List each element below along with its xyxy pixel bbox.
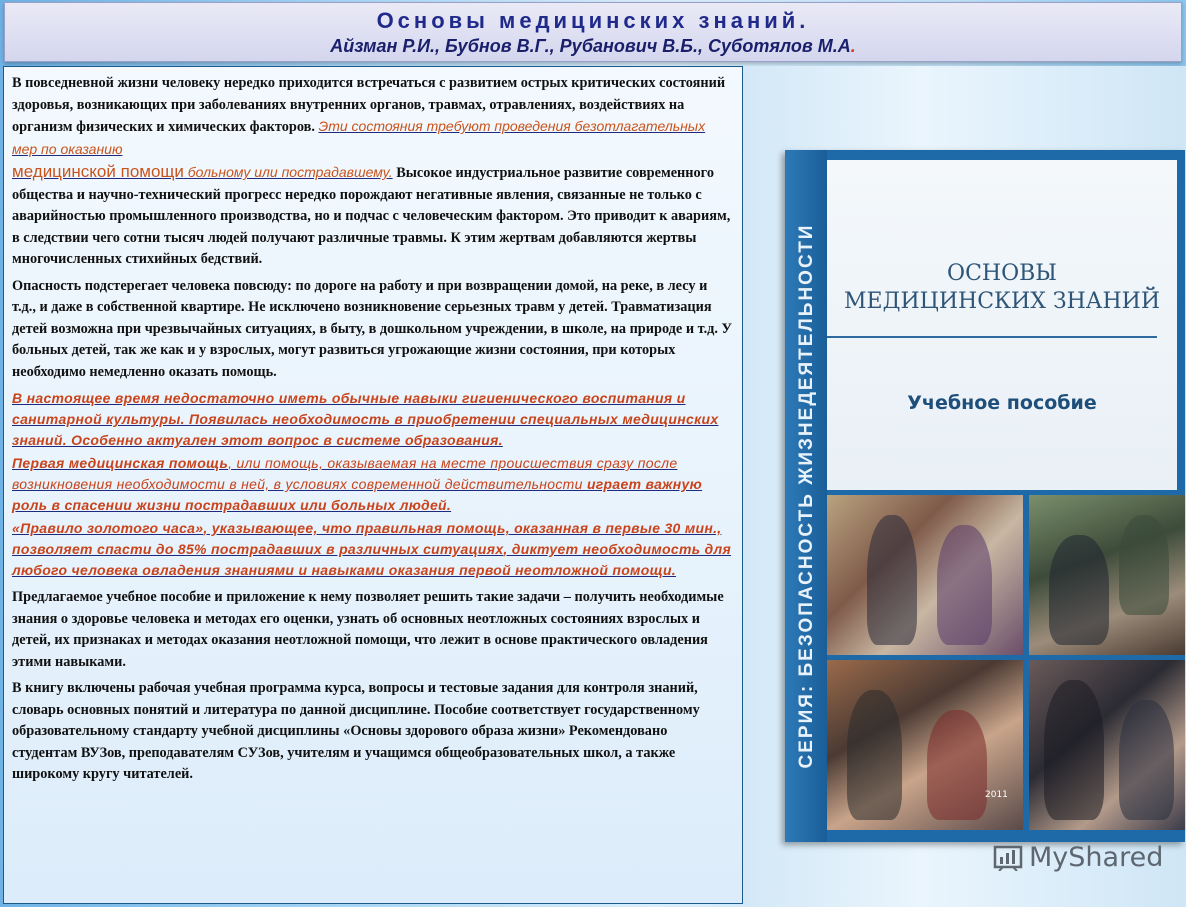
book-cover-area	[743, 66, 1186, 907]
cover-photo-training	[827, 660, 1023, 830]
highlight-medical-help: медицинской помощи	[12, 162, 184, 181]
paragraph-3-highlight	[12, 388, 734, 451]
paragraph-3-text: В настоящее время недостаточно иметь обычные навыки гигиенического воспитания и санитарной культуры. Появилась необходимость в приобретении специальных медицинских знаний. Особенно актуален этот вопрос в системе образования.	[12, 390, 719, 448]
series-label: СЕРИЯ: БЕЗОПАСНОСТЬ ЖИЗНЕДЕЯТЕЛЬНОСТИ	[796, 223, 817, 769]
authors-text: Айзман Р.И., Бубнов В.Г., Рубанович В.Б., Суботялов М.А	[330, 36, 851, 56]
cover-photo-cpr	[1029, 495, 1185, 655]
book-title-area	[827, 160, 1177, 490]
text-panel	[3, 66, 743, 904]
slide-header	[4, 2, 1182, 62]
cover-year: 2011	[985, 790, 1008, 800]
paragraph-1-intro: В повседневной жизни человеку нередко приходится встречаться с развитием острых критических состояний здоровья, возникающих при заболеваниях внутренних органов, травмах, отравлениях, воздействиях на организм физических и химических факторов.	[12, 75, 726, 135]
paragraph-7: В книгу включены рабочая учебная программа курса, вопросы и тестовые задания для контроля знаний, словарь основных понятий и литература по данной дисциплине. Пособие соответствует государственному образовательному стандарту учебной дисциплины «Основы здорового образа жизни» Рекомендовано студентам ВУЗов, преподавателям СУЗов, учителям и учащимся общеобразовательных школ, а также широкому кругу читателей.	[12, 680, 700, 782]
paragraph-4-c: играет важную роль в спасении жизни пострадавших или больных людей.	[12, 476, 703, 513]
book-cover-image	[785, 150, 1185, 842]
paragraph-5-a: «Правило золотого часа»	[12, 520, 204, 536]
book-title-line2: МЕДИЦИНСКИХ ЗНАНИЙ	[843, 289, 1161, 314]
paragraph-5-d: , диктует необходимость для любого человека овладения знаниями и навыками оказания первой неотложной помощи.	[12, 541, 732, 578]
paragraph-1	[12, 73, 734, 271]
highlight-urgent-measures: Эти состояния требуют проведения безотлагательных мер по оказанию	[12, 118, 706, 157]
book-title	[827, 260, 1177, 316]
paragraph-4-highlight	[12, 453, 734, 516]
watermark-text: MyShared	[1029, 842, 1164, 873]
slide-title: Основы медицинских знаний.	[376, 8, 810, 33]
myshared-logo-icon	[993, 845, 1023, 871]
book-title-line1: ОСНОВЫ	[947, 261, 1057, 286]
authors-dot: .	[850, 36, 856, 56]
paragraph-6: Предлагаемое учебное пособие и приложение к нему позволяет решить такие задачи – получить необходимые знания о здоровье человека и методах его оценки, узнать об основных неотложных состояниях взрослых и детей, их признаках и методах оказания неотложной помощи, что лежит в основе практического овладения этими навыками.	[12, 589, 724, 670]
paragraph-5-highlight	[12, 518, 734, 581]
slide-authors	[5, 36, 1181, 57]
cover-photo-bandaging	[827, 495, 1023, 655]
paragraph-1-rest: Высокое индустриальное развитие современного общества и научно-технический прогресс нередко порождают негативные явления, связанные не только с аварийностью промышленного производства, но и подчас с человеческим фактором. Это приводит к авариям, в следствии чего сотни тысяч людей получают различные травмы. К этим жертвам добавляются жертвы многочисленных стихийных бедствий.	[12, 165, 731, 267]
book-spine	[785, 150, 827, 842]
paragraph-2: Опасность подстерегает человека повсюду: по дороге на работу и при возвращении домой, на реке, в лесу и т.д., и даже в собственной квартире. Не исключено возникновение серьезных травм у детей. Травматизация детей возможна при чрезвычайных ситуациях, в быту, в дошкольном учреждении, в школе, на природе и т.д. У больных детей, так же как и у взрослых, могут развиться угрожающие жизни состояния, при которых необходимо немедленно оказать помощь.	[12, 277, 733, 380]
cover-photo-first-aid	[1029, 660, 1185, 830]
paragraph-5-c: позволяет спасти до 85% пострадавших в различных ситуациях	[12, 541, 504, 557]
book-title-rule	[827, 336, 1157, 338]
book-subtitle: Учебное пособие	[907, 392, 1097, 414]
highlight-patient: больному или пострадавшему.	[183, 164, 393, 180]
paragraph-5-b: , указывающее, что правильная помощь, оказанная в первые 30 мин.,	[203, 520, 722, 536]
paragraph-4-b: , или помощь, оказываемая на месте происшествия сразу после возникновения необходимости в ней, в условиях современной действительности	[12, 455, 678, 492]
paragraph-4-a: Первая медицинская помощь	[12, 455, 229, 471]
myshared-watermark	[993, 842, 1163, 873]
